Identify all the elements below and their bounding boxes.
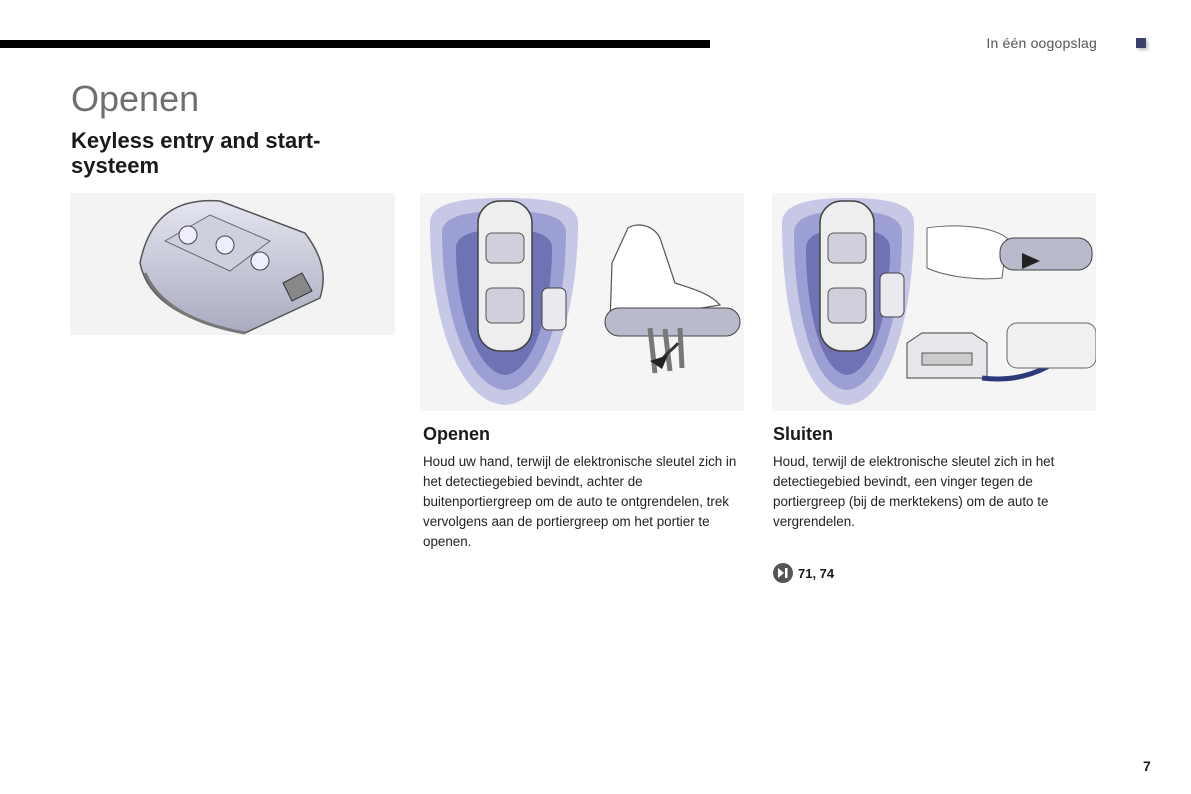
header-bar [0, 40, 710, 48]
opening-heading: Openen [423, 424, 491, 444]
page-reference-icon [773, 563, 793, 583]
closing-heading: Sluiten [773, 424, 834, 444]
closing-text: Houd, terwijl de elektronische sleutel zich in het detectiegebied bevindt, een vinger tegen de portiergreep (bij de merktekens) om de auto te vergrendelen. [773, 454, 1055, 529]
opening-text: Houd uw hand, terwijl de elektronische sleutel zich in het detectiegebied bevindt, achter de buitenportiergreep om de auto te ontgrendelen, trek vervolgens aan de portiergreep om het portier te openen. [423, 454, 737, 549]
closing-illustration [772, 193, 1096, 411]
page-reference[interactable] [773, 563, 834, 583]
page-reference-text: 71, 74 [798, 565, 835, 581]
page-title: Openen [71, 78, 200, 119]
section-label: In één oogopslag [986, 35, 1097, 51]
page-number: 7 [1143, 758, 1151, 774]
page-subtitle: Keyless entry and start-systeem [71, 128, 321, 178]
opening-illustration [420, 193, 744, 411]
key-fob-illustration [70, 193, 395, 335]
section-marker [1136, 38, 1146, 48]
